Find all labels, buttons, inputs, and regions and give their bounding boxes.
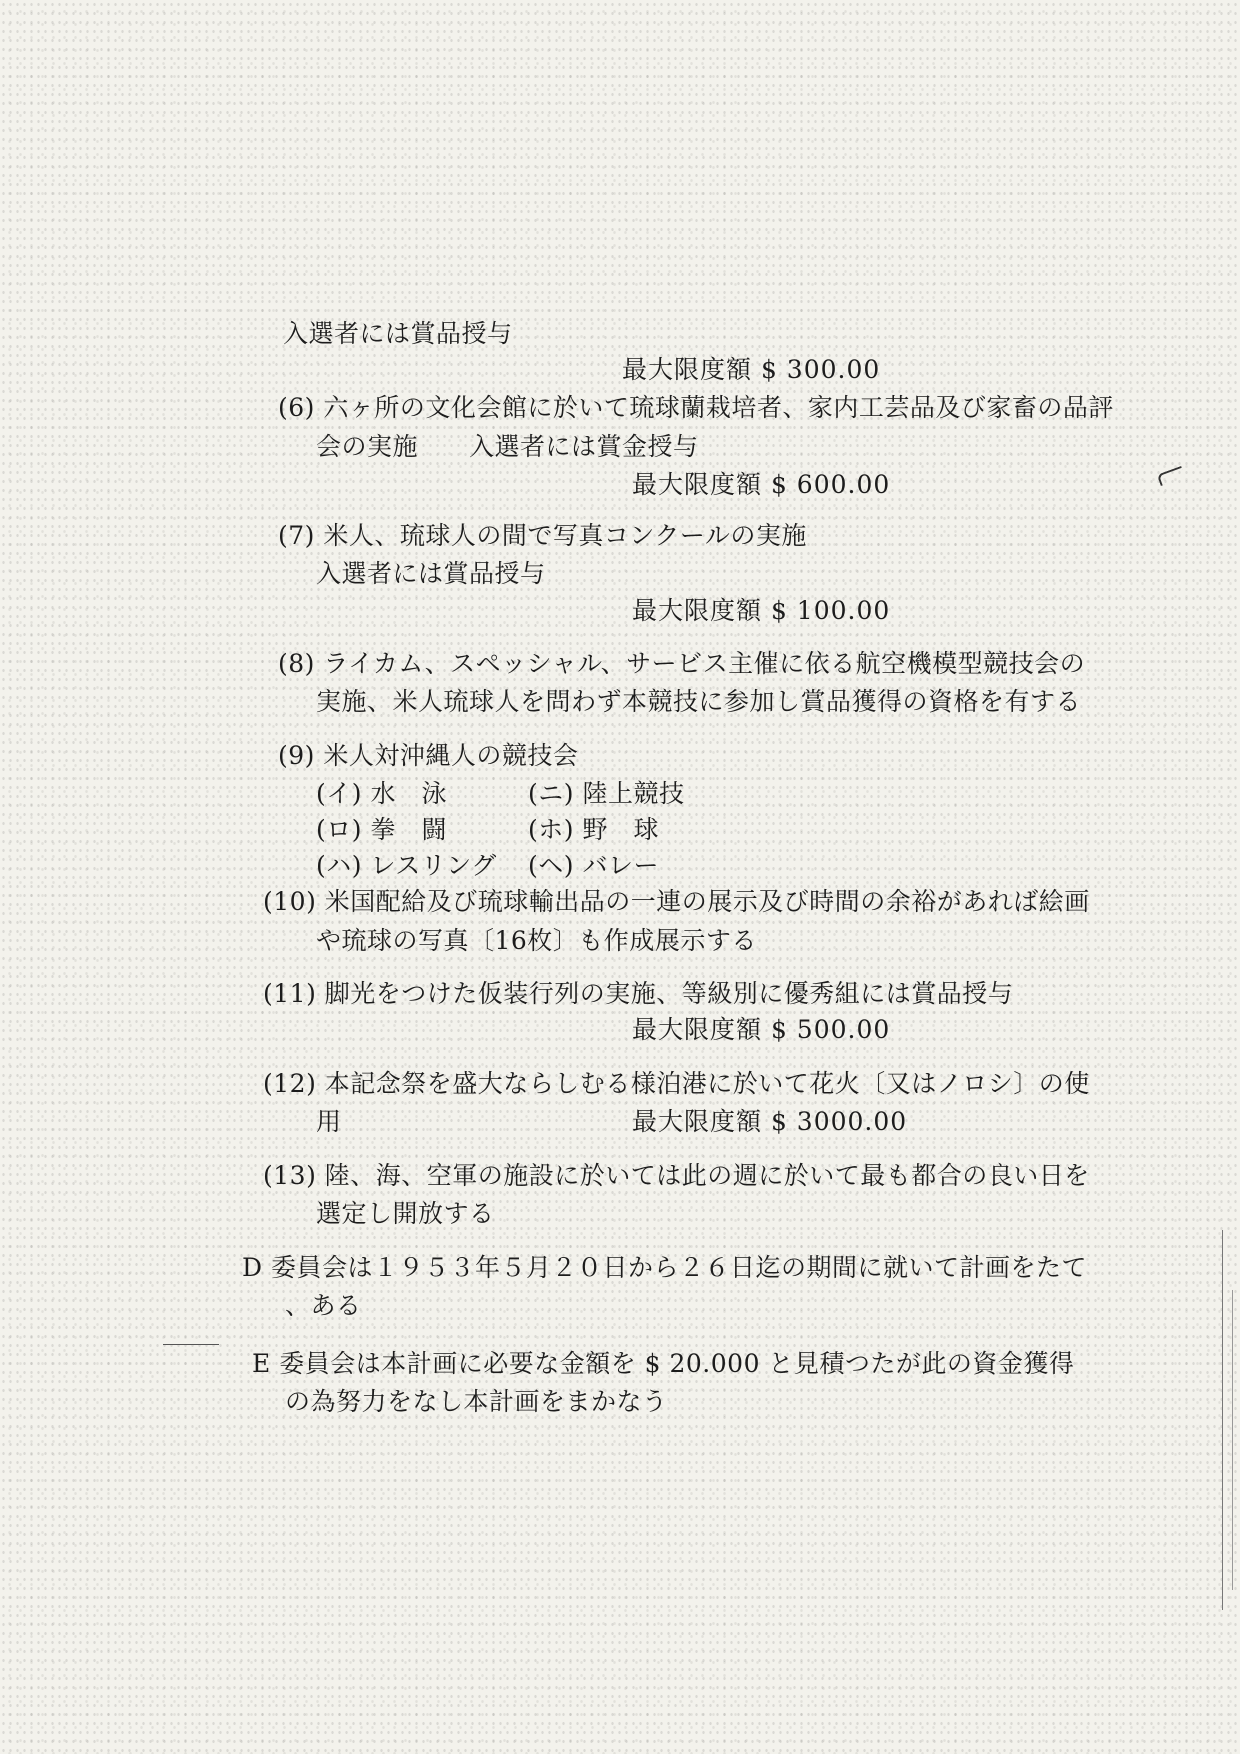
- section-d-line-1: D 委員会は１９５３年５月２０日から２６日迄の期間に就いて計画をたて: [242, 1253, 1087, 1282]
- item-7-line-1: (7) 米人、琉球人の間で写真コンクールの実施: [278, 521, 807, 550]
- item-9-sport-baseball: (ホ) 野 球: [528, 815, 659, 844]
- item-9-sport-volleyball: (ヘ) バレー: [528, 851, 659, 880]
- item-8-line-1: (8) ライカム、スペッシャル、サービス主催に依る航空機模型競技会の: [278, 649, 1086, 678]
- margin-rule: [163, 1344, 219, 1345]
- item-9-sport-boxing: (ロ) 拳 闘: [316, 815, 447, 844]
- item-5-max-amount: 最大限度額 $ 300.00: [622, 355, 881, 384]
- item-7-line-2: 入選者には賞品授与: [316, 559, 546, 588]
- item-5-continuation: 入選者には賞品授与: [283, 319, 513, 348]
- item-12-max-amount: 最大限度額 $ 3000.00: [632, 1107, 908, 1136]
- section-d-line-2: 、ある: [285, 1291, 362, 1320]
- item-11-line-1: (11) 脚光をつけた仮装行列の実施、等級別に優秀組には賞品授与: [263, 979, 1014, 1008]
- item-13-line-1: (13) 陸、海、空軍の施設に於いては此の週に於いて最も都合の良い日を: [263, 1161, 1090, 1190]
- item-9-sport-wrestling: (ハ) レスリング: [316, 851, 497, 880]
- item-10-line-2: や琉球の写真〔16枚〕も作成展示する: [316, 926, 757, 955]
- item-13-line-2: 選定し開放する: [316, 1199, 495, 1228]
- section-e-line-1: E 委員会は本計画に必要な金額を $ 20.000 と見積つたが此の資金獲得: [252, 1349, 1075, 1378]
- page-edge-line: [1222, 1230, 1223, 1610]
- item-6-line-1: (6) 六ヶ所の文化会館に於いて琉球蘭栽培者、家内工芸品及び家畜の品評: [278, 393, 1114, 422]
- handwritten-tick-mark: [1157, 466, 1186, 486]
- item-6-max-amount: 最大限度額 $ 600.00: [632, 470, 891, 499]
- section-e-line-2: の為努力をなし本計画をまかなう: [285, 1387, 668, 1416]
- item-7-max-amount: 最大限度額 $ 100.00: [632, 596, 891, 625]
- item-9-sport-swimming: (イ) 水 泳: [316, 779, 447, 808]
- item-12-line-1: (12) 本記念祭を盛大ならしむる様泊港に於いて花火〔又はノロシ〕の使: [263, 1069, 1090, 1098]
- item-6-line-2: 会の実施 入選者には賞金授与: [316, 432, 699, 461]
- item-10-line-1: (10) 米国配給及び琉球輸出品の一連の展示及び時間の余裕があれば絵画: [263, 887, 1090, 916]
- item-12-line-2: 用: [316, 1107, 342, 1136]
- item-9-sport-track-field: (ニ) 陸上競技: [528, 779, 685, 808]
- item-9-heading: (9) 米人対沖縄人の競技会: [278, 741, 579, 770]
- item-8-line-2: 実施、米人琉球人を問わず本競技に参加し賞品獲得の資格を有する: [316, 687, 1082, 716]
- page-edge-line-secondary: [1232, 1290, 1233, 1590]
- item-11-max-amount: 最大限度額 $ 500.00: [632, 1015, 891, 1044]
